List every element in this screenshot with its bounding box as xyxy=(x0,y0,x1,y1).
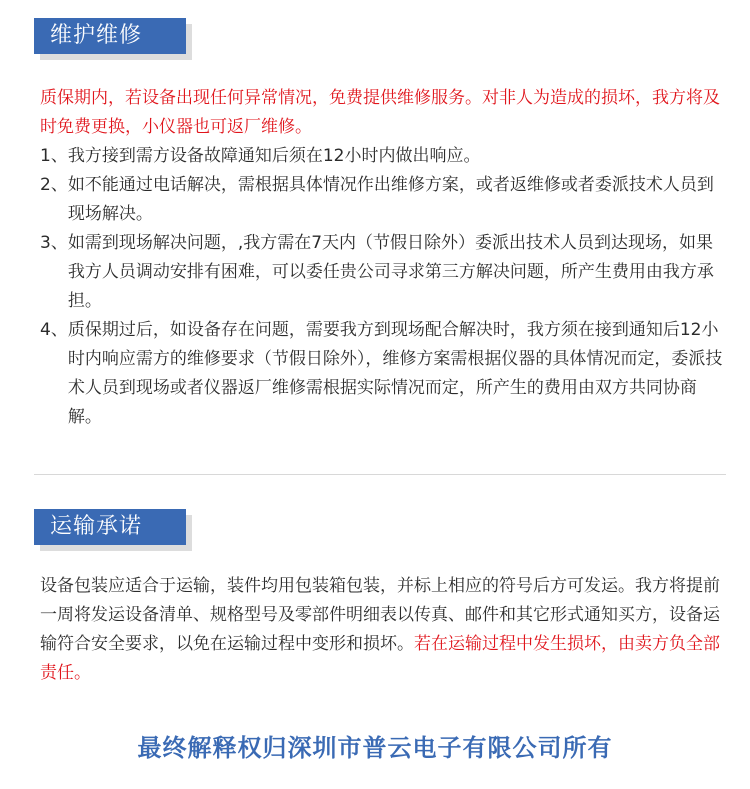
list-item xyxy=(40,229,728,316)
transport-body: 设备包装应适合于运输，装件均用包装箱包装，并标上相应的符号后方可发运。我方将提前一周将发运设备清单、规格型号及零部件明细表以传真、邮件和其它形式通知买方，设备运输符合安全要求，以免在运输过程中变形和损坏。 xyxy=(40,576,720,654)
warranty-intro: 质保期内，若设备出现任何异常情况，免费提供维修服务。对非人为造成的损坏，我方将及时免费更换，小仪器也可返厂维修。 xyxy=(40,88,720,137)
maintenance-section-title: 维护维修 xyxy=(34,18,186,54)
list-item-number: 3、 xyxy=(40,233,68,253)
list-item-number: 1、 xyxy=(40,146,68,166)
transport-warning: 若在运输过程中发生损坏，由卖方负全部责任。 xyxy=(40,634,720,683)
list-item-text: 质保期过后，如设备存在问题，需要我方到现场配合解决时，我方须在接到通知后12小时内响应需方的维修要求（节假日除外），维修方案需根据仪器的具体情况而定，委派技术人员到现场或者仪器返厂维修需根据实际情况而定，所产生的费用由双方共同协商解。 xyxy=(67,320,723,427)
list-item-text: 如不能通过电话解决，需根据具体情况作出维修方案，或者返维修或者委派技术人员到现场解决。 xyxy=(67,175,714,224)
list-item xyxy=(40,171,728,229)
list-item-text: 如需到现场解决问题，,我方需在7天内（节假日除外）委派出技术人员到达现场，如果我方人员调动安排有困难，可以委任贵公司寻求第三方解决问题，所产生费用由我方承担。 xyxy=(67,233,714,311)
list-item-number: 4、 xyxy=(40,320,68,340)
transport-content xyxy=(40,572,728,688)
maintenance-content xyxy=(40,84,728,432)
section-divider xyxy=(34,474,726,475)
transport-section-title: 运输承诺 xyxy=(34,509,186,545)
list-item xyxy=(40,316,728,432)
footer-copyright: 最终解释权归深圳市普云电子有限公司所有 xyxy=(137,734,613,762)
list-item-number: 2、 xyxy=(40,175,68,195)
list-item xyxy=(40,142,728,171)
list-item-text: 我方接到需方设备故障通知后须在12小时内做出响应。 xyxy=(67,146,481,166)
